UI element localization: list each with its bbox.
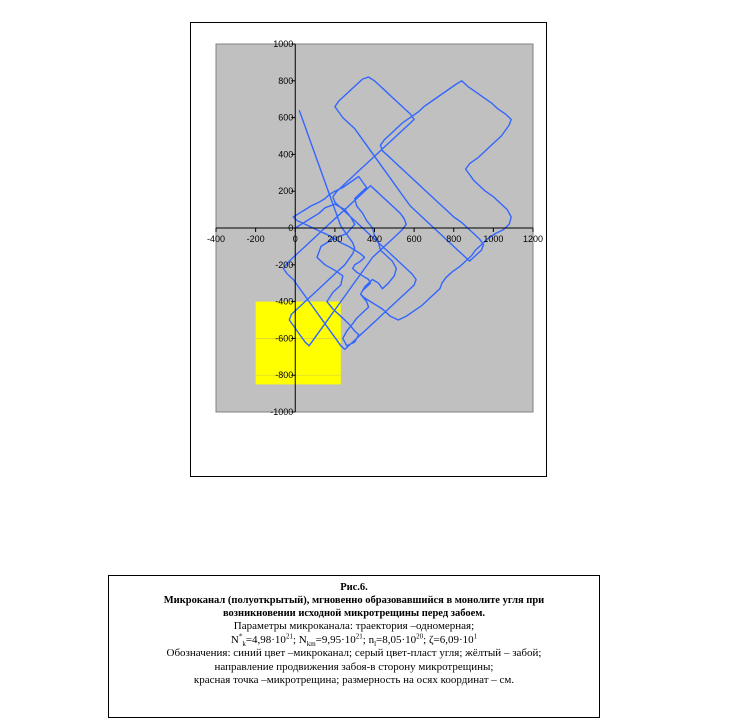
y-tick-label: -200 xyxy=(275,259,294,270)
zeta-value: ; ζ=6,09·10 xyxy=(423,633,474,646)
x-tick-label: -400 xyxy=(206,234,226,244)
y-tick-label: -600 xyxy=(275,333,294,344)
caption-bold-line2: возникновении исходной микротрещины перед забоем. xyxy=(222,608,486,619)
nl-exp: 20 xyxy=(416,631,424,640)
y-tick-label: 400 xyxy=(278,149,294,160)
y-tick-label: -800 xyxy=(275,370,294,381)
caption-legend-line1: Обозначения: синий цвет –микроканал; серый цвет-пласт угля; жёлтый – забой; xyxy=(166,647,542,659)
x-tick-label: 400 xyxy=(366,234,383,244)
nkm-symbol: ; N xyxy=(292,633,307,646)
y-tick-label: -1000 xyxy=(270,407,294,417)
x-tick-label: 600 xyxy=(406,234,422,244)
nl-value: =8,05·10 xyxy=(376,633,417,646)
nk-symbol: N xyxy=(230,633,239,646)
nk-sub: k xyxy=(242,639,246,648)
caption-params-values xyxy=(109,631,599,648)
x-tick-label: 0 xyxy=(292,234,298,244)
y-tick-label: 1000 xyxy=(273,39,294,49)
caption-legend-line2: направление продвижения забоя-в сторону микротрещины; xyxy=(214,660,494,673)
chart-frame xyxy=(190,22,547,477)
caption-title: Рис.6. xyxy=(340,582,368,593)
caption-bold-line1: Микроканал (полуоткрытый), мгновенно образовавшийся в монолите угля при xyxy=(163,595,545,606)
nkm-sub: km xyxy=(306,639,316,648)
y-tick-label: 600 xyxy=(278,112,294,123)
x-tick-label: 1200 xyxy=(522,234,544,244)
caption-legend-line3: красная точка –микротрещина; размерность на осях координат – см. xyxy=(193,674,515,686)
x-tick-label: 1000 xyxy=(483,234,504,244)
y-tick-label: -400 xyxy=(275,296,294,307)
face-region xyxy=(256,302,341,385)
chart-svg xyxy=(191,23,548,478)
zeta-exp: 1 xyxy=(473,631,478,640)
x-tick-label: 200 xyxy=(327,234,343,244)
nk-exp: 21 xyxy=(285,631,293,640)
nkm-value: =9,95·10 xyxy=(315,633,356,646)
figure-caption xyxy=(108,575,600,718)
x-tick-label: -200 xyxy=(246,234,265,244)
nl-sub: l xyxy=(374,639,377,648)
caption-params-heading: Параметры микроканала: траектория –одномерная; xyxy=(233,620,475,632)
nl-symbol: ; n xyxy=(362,633,375,646)
y-tick-label: 0 xyxy=(288,223,294,233)
nk-value: =4,98·10 xyxy=(245,633,286,646)
y-tick-label: 200 xyxy=(278,186,294,197)
y-tick-label: 800 xyxy=(278,75,294,86)
nk-star: * xyxy=(238,631,243,640)
nkm-exp: 21 xyxy=(355,631,363,640)
x-tick-label: 800 xyxy=(446,234,462,244)
